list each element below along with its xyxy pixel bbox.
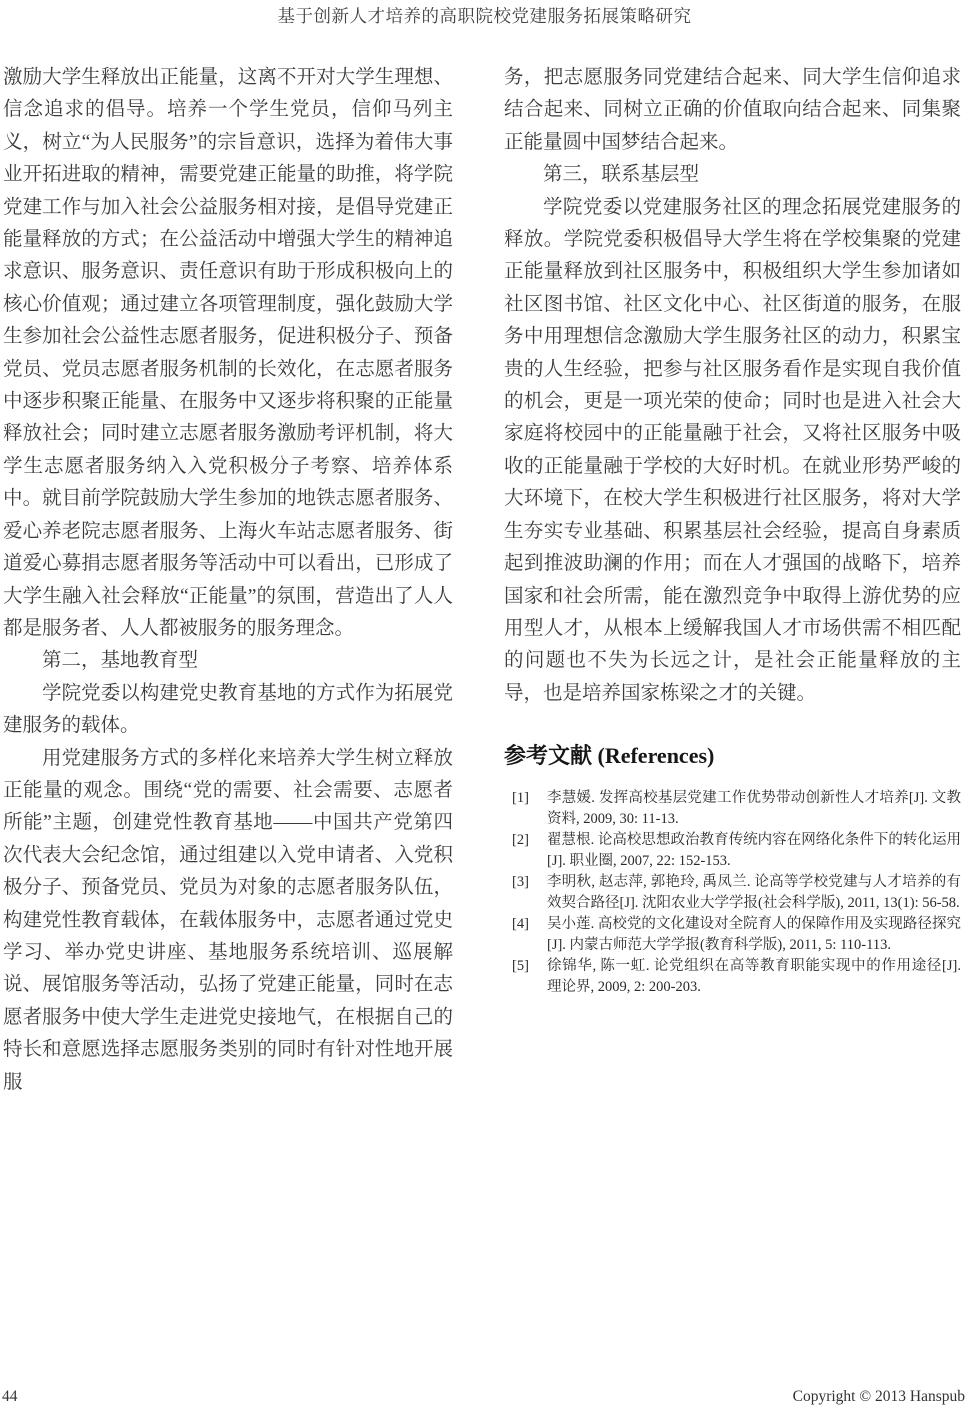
references-list (504, 788, 961, 998)
reference-number: [3] (512, 874, 529, 891)
reference-item (512, 872, 961, 914)
right-column (504, 62, 961, 1099)
page-title: 基于创新人才培养的高职院校党建服务拓展策略研究 (277, 6, 692, 26)
body-paragraph: 学院党委以党建服务社区的理念拓展党建服务的释放。学院党委积极倡导大学生将在学校集聚的党建正能量释放到社区服务中，积极组织大学生参加诸如社区图书馆、社区文化中心、社区街道的服务，在服务中用理想信念激励大学生服务社区的动力，积累宝贵的人生经验，把参与社区服务看作是实现自我价值的机会，更是一项光荣的使命；同时也是进入社会大家庭将校园中的正能量融于社会，又将社区服务中吸收的正能量融于学校的大好时机。在就业形势严峻的大环境下，在校大学生积极进行社区服务，将对大学生夯实专业基础、积累基层社会经验，提高自身素质起到推波助澜的作用；而在人才强国的战略下，培养国家和社会所需，能在激烈竞争中取得上游优势的应用型人才，从根本上缓解我国人才市场供需不相匹配的问题也不失为长远之计，是社会正能量释放的主导，也是培养国家栋梁之才的关键。 (504, 196, 961, 704)
page-number: 44 (2, 1388, 18, 1405)
subheading-second-type: 第二，基地教育型 (42, 650, 199, 672)
body-paragraph: 学院党委以构建党史教育基地的方式作为拓展党建服务的载体。 (3, 682, 453, 737)
reference-item (512, 914, 961, 956)
reference-text: 李明秋, 赵志萍, 郭艳玲, 禹凤兰. 论高等学校党建与人才培养的有效契合路径[J]. 沈阳农业大学学报(社会科学版), 2011, 13(1): 56-58. (547, 874, 961, 912)
reference-item (512, 788, 961, 830)
reference-number: [1] (512, 790, 529, 807)
page-footer (0, 1388, 969, 1406)
references-heading: 参考文献 (References) (504, 743, 715, 769)
reference-item (512, 830, 961, 872)
reference-item (512, 956, 961, 998)
two-column-body (3, 62, 961, 1099)
reference-number: [4] (512, 916, 529, 933)
reference-text: 翟慧根. 论高校思想政治教育传统内容在网络化条件下的转化运用[J]. 职业圈, 2007, 22: 152-153. (547, 832, 961, 870)
copyright-notice: Copyright © 2013 Hanspub (792, 1388, 965, 1405)
reference-number: [5] (512, 958, 529, 975)
reference-text: 徐锦华, 陈一虹. 论党组织在高等教育职能实现中的作用途径[J]. 理论界, 2009, 2: 200-203. (547, 958, 961, 996)
body-paragraph: 激励大学生释放出正能量，这离不开对大学生理想、信念追求的倡导。培养一个学生党员，信仰马列主义，树立“为人民服务”的宗旨意识，选择为着伟大事业开拓进取的精神，需要党建正能量的助推，将学院党建工作与加入社会公益服务相对接，是倡导党建正能量释放的方式；在公益活动中增强大学生的精神追求意识、服务意识、责任意识有助于形成积极向上的核心价值观；通过建立各项管理制度，强化鼓励大学生参加社会公益性志愿者服务，促进积极分子、预备党员、党员志愿者服务机制的长效化，在志愿者服务中逐步积聚正能量、在服务中又逐步将积聚的正能量释放社会；同时建立志愿者服务激励考评机制，将大学生志愿者服务纳入入党积极分子考察、培养体系中。就目前学院鼓励大学生参加的地铁志愿者服务、爱心养老院志愿者服务、上海火车站志愿者服务、街道爱心募捐志愿者服务等活动中可以看出，已形成了大学生融入社会释放“正能量”的氛围，营造出了人人都是服务者、人人都被服务的服务理念。 (3, 67, 453, 639)
reference-text: 李慧媛. 发挥高校基层党建工作优势带动创新性人才培养[J]. 文教资料, 2009, 30: 11-13. (547, 790, 961, 828)
body-paragraph: 务，把志愿服务同党建结合起来、同大学生信仰追求结合起来、同树立正确的价值取向结合起来、同集聚正能量圆中国梦结合起来。 (504, 67, 961, 153)
reference-number: [2] (512, 832, 529, 849)
subheading-third-type: 第三，联系基层型 (543, 164, 700, 186)
body-paragraph: 用党建服务方式的多样化来培养大学生树立释放正能量的观念。围绕“党的需要、社会需要、志愿者所能”主题，创建党性教育基地——中国共产党第四次代表大会纪念馆，通过组建以入党申请者、入党积极分子、预备党员、党员为对象的志愿者服务队伍，构建党性教育载体，在载体服务中，志愿者通过党史学习、举办党史讲座、基地服务系统培训、巡展解说、展馆服务等活动，弘扬了党建正能量，同时在志愿者服务中使大学生走进党史接地气，在根据自己的特长和意愿选择志愿服务类别的同时有针对性地开展服 (3, 747, 453, 1093)
reference-text: 吴小莲. 高校党的文化建设对全院育人的保障作用及实现路径探究[J]. 内蒙古师范大学学报(教育科学版), 2011, 5: 110-113. (547, 916, 961, 954)
left-column (3, 62, 453, 1099)
